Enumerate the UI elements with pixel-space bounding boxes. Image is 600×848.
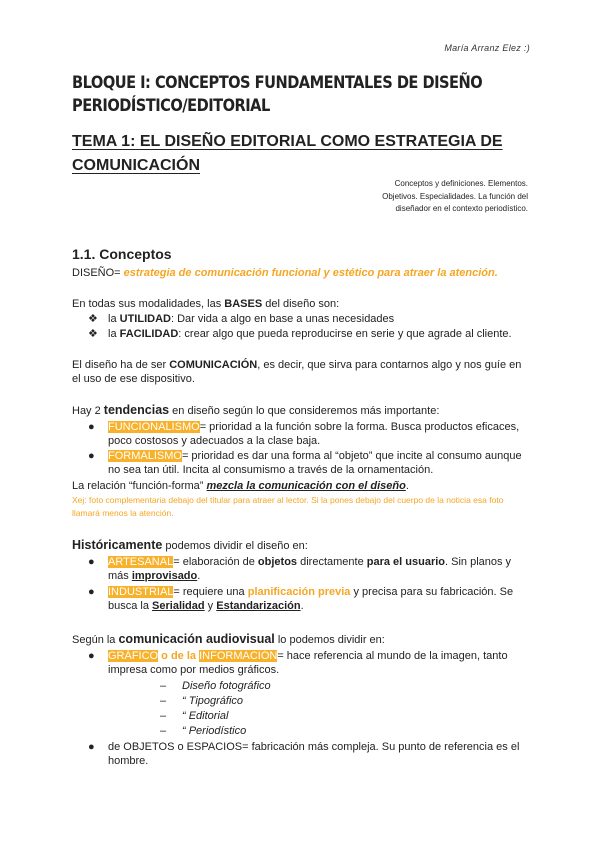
sub-list-item: “ Periodístico xyxy=(182,725,247,737)
list-item: FORMALISMO= prioridad es dar una forma al “objeto” que incite al consumo aunque no sea tan útil. Incita al consumismo a través de la ornamentación. xyxy=(108,450,522,476)
tendencias-intro: Hay 2 tendencias en diseño según lo que consideremos más importante: xyxy=(72,403,440,417)
bullet-icon: ● xyxy=(88,741,95,753)
list-item: INDUSTRIAL= requiere una planificación previa y precisa para su fabricación. Se busca la Serialidad y Estandarización. xyxy=(108,586,514,612)
definition-text: estrategia de comunicación funcional y estético para atraer la atención. xyxy=(123,267,498,279)
historicamente-intro: Históricamente podemos dividir el diseño en: xyxy=(72,538,308,552)
relacion-line: La relación “función-forma” mezcla la comunicación con el diseño. xyxy=(72,480,409,492)
definition-line: DISEÑO= estrategia de comunicación funcional y estético para atraer la atención. xyxy=(72,267,498,279)
dash-bullet-icon: – xyxy=(160,725,167,737)
bullet-icon: ● xyxy=(88,650,95,662)
list-item: la UTILIDAD: Dar vida a algo en base a unas necesidades xyxy=(108,313,395,325)
author-signature: María Arranz Elez :) xyxy=(444,43,530,53)
bullet-icon: ● xyxy=(88,421,95,433)
dash-bullet-icon: – xyxy=(160,695,167,707)
audiovisual-intro: Según la comunicación audiovisual lo podemos dividir en: xyxy=(72,632,385,646)
block-heading: BLOQUE I: CONCEPTOS FUNDAMENTALES DE DISEÑO PERIODÍSTICO/EDITORIAL xyxy=(72,73,483,116)
bullet-icon: ● xyxy=(88,450,95,462)
comunicacion-paragraph: El diseño ha de ser COMUNICACIÓN, es decir, que sirva para contarnos algo y nos guíe en el uso de ese dispositivo. xyxy=(72,359,522,385)
topic-summary: Conceptos y definiciones. Elementos. Objetivos. Especialidades. La función del diseñador en el contexto periodístico. xyxy=(382,179,528,213)
diamond-bullet-icon: ❖ xyxy=(88,313,98,325)
bases-intro: En todas sus modalidades, las BASES del diseño son: xyxy=(72,298,340,310)
list-item: ARTESANAL= elaboración de objetos directamente para el usuario. Sin planos y más improvisado. xyxy=(108,556,512,582)
sub-list-item: Diseño fotográfico xyxy=(182,680,271,692)
list-item: la FACILIDAD: crear algo que pueda reproducirse en serie y que agrade al cliente. xyxy=(108,328,512,340)
list-item: FUNCIONALISMO= prioridad a la función sobre la forma. Busca productos eficaces, poco costosos y adecuados a la clase baja. xyxy=(108,421,520,447)
list-item: GRÁFICO o de la INFORMACIÓN= hace referencia al mundo de la imagen, tanto impresa como por medios gráficos. xyxy=(108,650,508,676)
section-title: 1.1. Conceptos xyxy=(72,246,172,262)
dash-bullet-icon: – xyxy=(160,710,167,722)
diamond-bullet-icon: ❖ xyxy=(88,328,98,340)
sub-list-item: “ Editorial xyxy=(182,710,229,722)
sub-list-item: “ Tipográfico xyxy=(182,695,244,707)
bullet-icon: ● xyxy=(88,556,95,568)
example-note: Xej: foto complementaria debajo del titular para atraer al lector. Si la pones debajo del cuerpo de la noticia esa foto llamará menos la atención. xyxy=(72,495,504,518)
topic-heading: TEMA 1: EL DISEÑO EDITORIAL COMO ESTRATEGIA DE COMUNICACIÓN xyxy=(72,133,503,174)
bullet-icon: ● xyxy=(88,586,95,598)
dash-bullet-icon: – xyxy=(160,680,167,692)
list-item: de OBJETOS o ESPACIOS= fabricación más compleja. Su punto de referencia es el hombre. xyxy=(108,741,520,767)
